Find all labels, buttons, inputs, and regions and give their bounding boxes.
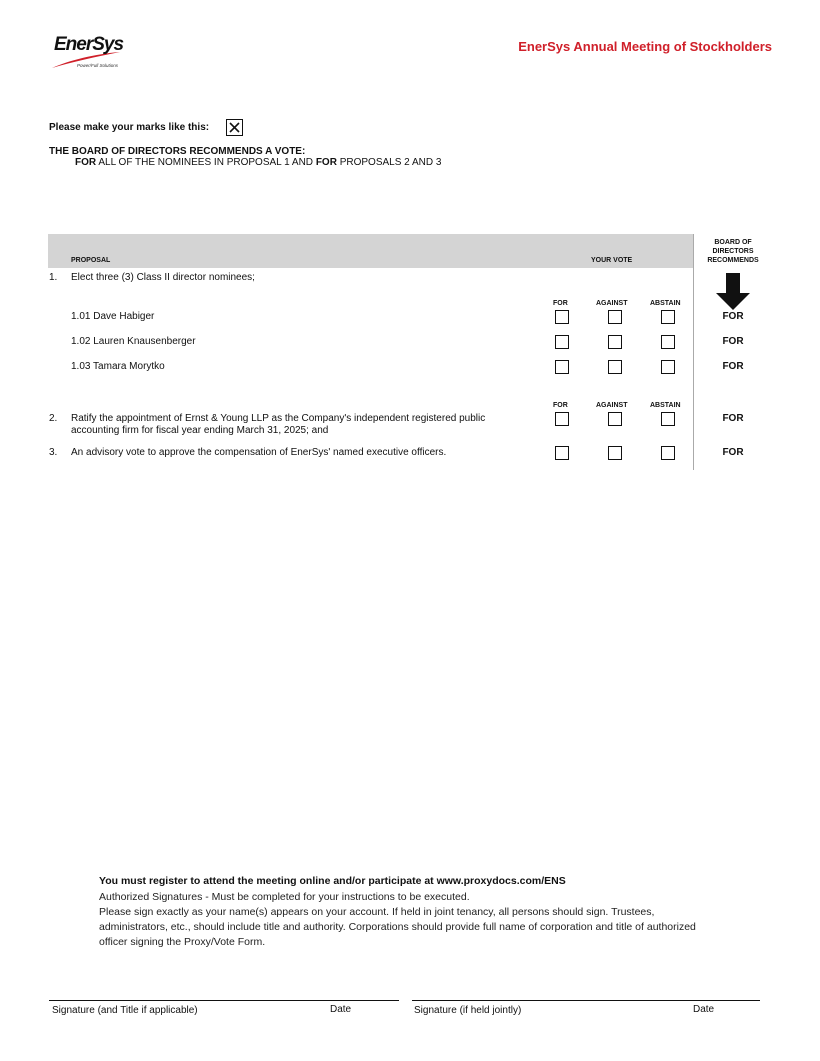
- register-notice: You must register to attend the meeting online and/or participate at www.proxydocs.com/ENS: [99, 875, 566, 887]
- nominee-2-against-checkbox[interactable]: [608, 335, 622, 349]
- signature-line-1[interactable]: [49, 1000, 399, 1001]
- enersys-logo: [50, 32, 130, 74]
- vote-for-label: FOR: [553, 402, 568, 409]
- sample-mark-box: [226, 119, 243, 136]
- logo-brand: EnerSys: [54, 34, 124, 55]
- proposal-2-for-checkbox[interactable]: [555, 412, 569, 426]
- proposal-2-against-checkbox[interactable]: [608, 412, 622, 426]
- nominee-1-abstain-checkbox[interactable]: [661, 310, 675, 324]
- proposal-2-abstain-checkbox[interactable]: [661, 412, 675, 426]
- proposal-3-recommendation: FOR: [722, 447, 744, 458]
- board-recommendation-heading: THE BOARD OF DIRECTORS RECOMMENDS A VOTE:: [49, 146, 306, 157]
- proposal-2-number: 2.: [49, 413, 58, 424]
- down-arrow-icon: [715, 273, 751, 311]
- nominee-1-for-checkbox[interactable]: [555, 310, 569, 324]
- proposal-3-against-checkbox[interactable]: [608, 446, 622, 460]
- authorized-signatures-text: Authorized Signatures - Must be completed for your instructions to be executed.: [99, 891, 470, 903]
- page-title: EnerSys Annual Meeting of Stockholders: [518, 39, 772, 54]
- nominee-name: 1.03 Tamara Morytko: [71, 361, 165, 372]
- proposal-3-text: An advisory vote to approve the compensation of EnerSys' named executive officers.: [71, 447, 447, 458]
- nominee-2-for-checkbox[interactable]: [555, 335, 569, 349]
- column-divider: [693, 234, 694, 470]
- signature-line-2[interactable]: [412, 1000, 760, 1001]
- proposal-2-text-line1: Ratify the appointment of Ernst & Young LLP as the Company's independent registered public: [71, 413, 486, 424]
- joint-signature-label: Signature (if held jointly): [414, 1005, 522, 1016]
- vote-against-label: AGAINST: [596, 300, 628, 307]
- nominee-name: 1.02 Lauren Knausenberger: [71, 336, 196, 347]
- signature-instructions: [99, 890, 719, 950]
- marks-instruction: Please make your marks like this:: [49, 122, 210, 133]
- vote-abstain-label: ABSTAIN: [650, 300, 681, 307]
- nominee-2-recommendation: FOR: [722, 336, 744, 347]
- col-proposal-header: PROPOSAL: [71, 257, 111, 264]
- proposal-1-text: Elect three (3) Class II director nominees;: [71, 272, 255, 283]
- proposal-2-recommendation: FOR: [722, 413, 744, 424]
- vote-against-label: AGAINST: [596, 402, 628, 409]
- nominee-3-recommendation: FOR: [722, 361, 744, 372]
- proposal-3-for-checkbox[interactable]: [555, 446, 569, 460]
- logo-tagline: Power/Full Solutions: [77, 63, 119, 68]
- sign-exactly-text: Please sign exactly as your name(s) appears on your account. If held in joint tenancy, all persons should sign. Trustees, administrators, etc., should include title and authority. Corporations should provide full name of corporation and title of authorized officer signing the Proxy/Vote Form.: [99, 906, 696, 948]
- date-label: Date: [693, 1004, 715, 1015]
- vote-for-label: FOR: [553, 300, 568, 307]
- proposal-2-text-line2: accounting firm for fiscal year ending March 31, 2025; and: [71, 425, 329, 436]
- nominee-1-recommendation: FOR: [722, 311, 744, 322]
- proposal-3-number: 3.: [49, 447, 58, 458]
- col-board-header: BOARD OF DIRECTORS RECOMMENDS: [707, 239, 759, 264]
- nominee-3-against-checkbox[interactable]: [608, 360, 622, 374]
- signature-label: Signature (and Title if applicable): [52, 1005, 198, 1016]
- proposal-1-number: 1.: [49, 272, 58, 283]
- proposal-3-abstain-checkbox[interactable]: [661, 446, 675, 460]
- col-your-vote-header: YOUR VOTE: [591, 257, 633, 264]
- date-label: Date: [330, 1004, 352, 1015]
- nominee-name: 1.01 Dave Habiger: [71, 311, 155, 322]
- nominee-3-abstain-checkbox[interactable]: [661, 360, 675, 374]
- nominee-1-against-checkbox[interactable]: [608, 310, 622, 324]
- nominee-2-abstain-checkbox[interactable]: [661, 335, 675, 349]
- nominee-3-for-checkbox[interactable]: [555, 360, 569, 374]
- vote-abstain-label: ABSTAIN: [650, 402, 681, 409]
- board-recommendation-text: FOR ALL OF THE NOMINEES IN PROPOSAL 1 AND FOR PROPOSALS 2 AND 3: [75, 157, 442, 168]
- x-mark-icon: [227, 120, 242, 135]
